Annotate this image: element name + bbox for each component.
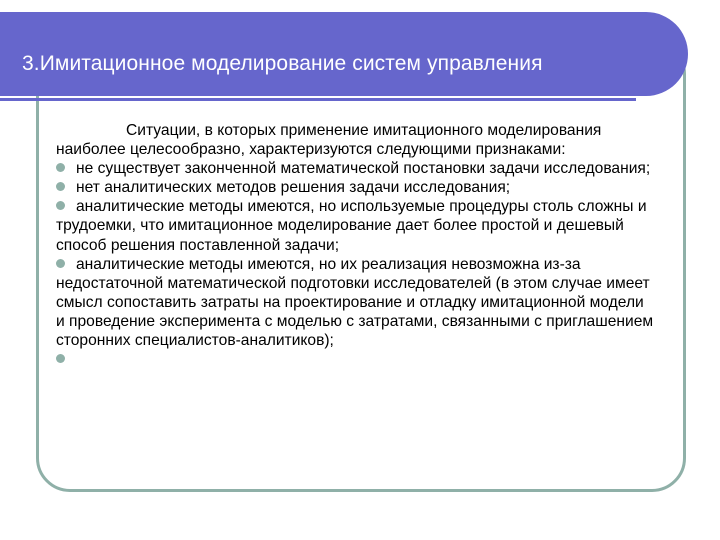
slide-content <box>56 121 656 369</box>
bullet-text: нет аналитических методов решения задачи исследования; <box>76 179 511 197</box>
bullet-item <box>56 159 656 178</box>
bullet-dot-icon <box>56 259 65 268</box>
title-bar <box>0 12 688 96</box>
bullet-dot-icon <box>56 201 65 210</box>
bullet-dot-icon <box>56 163 65 172</box>
bullet-dot-icon <box>56 182 65 191</box>
bullet-item <box>56 197 656 254</box>
bullet-item <box>56 255 656 350</box>
intro-paragraph: Ситуации, в которых применение имитационного моделирования наиболее целесообразно, характеризуются следующими признаками: <box>56 122 602 159</box>
bullet-text: аналитические методы имеются, но их реализация невозможна из-за недостаточной математической подготовки исследователей (в этом случае имеет смысл сопоставить затраты на проектирование и отладку имитационной модели и проведение эксперимента с моделью с затратами, связанными с приглашением сторонних специалистов-аналитиков); <box>56 255 654 350</box>
bullet-dot-icon <box>56 354 65 363</box>
slide-title: 3.Имитационное моделирование систем управления <box>22 52 543 75</box>
bullet-text: аналитические методы имеются, но используемые процедуры столь сложны и трудоемки, что имитационное моделирование дает более простой и дешевый способ решения поставленной задачи; <box>56 198 647 254</box>
bullet-item-empty <box>56 350 656 369</box>
bullet-item <box>56 178 656 197</box>
bullet-text: не существует законченной математической постановки задачи исследования; <box>76 160 651 178</box>
title-underline <box>0 98 636 101</box>
